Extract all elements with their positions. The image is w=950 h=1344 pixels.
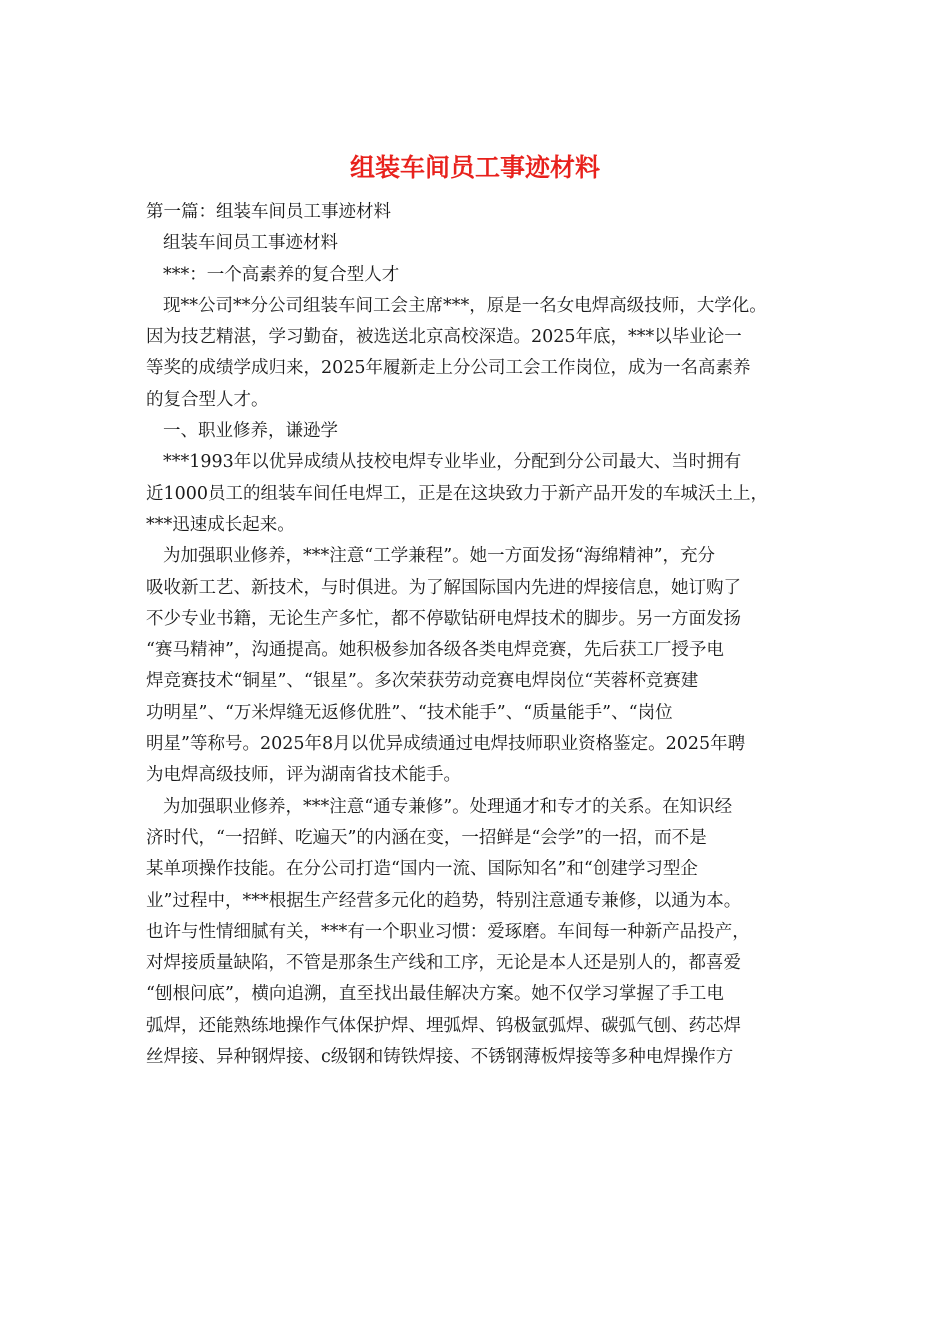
text-line: 组装车间员工事迹材料: [163, 233, 338, 254]
text-line: 为电焊高级技师，评为湖南省技术能手。: [146, 765, 461, 786]
text-line: 为加强职业修养，***注意“通专兼修”。处理通才和专才的关系。在知识经: [163, 796, 733, 817]
text-line: 明星”等称号。2025年8月以优异成绩通过电焊技师职业资格鉴定。2025年聘: [146, 734, 746, 755]
text-line: 丝焊接、异种钢焊接、c级钢和铸铁焊接、不锈钢薄板焊接等多种电焊操作方: [146, 1047, 734, 1068]
text-line: 现**公司**分公司组装车间工会主席***，原是一名女电焊高级技师，大学化。: [163, 295, 767, 316]
text-line: 业”过程中，***根据生产经营多元化的趋势，特别注意通专兼修，以通为本。: [146, 890, 742, 911]
text-line: 等奖的成绩学成归来，2025年履新走上分公司工会工作岗位，成为一名高素养: [146, 358, 751, 379]
document-title: 组装车间员工事迹材料: [349, 153, 600, 182]
text-line: 吸收新工艺、新技术，与时俱进。为了解国际国内先进的焊接信息，她订购了: [146, 577, 741, 598]
text-line: “刨根问底”，横向追溯，直至找出最佳解决方案。她不仅学习掌握了手工电: [146, 984, 724, 1005]
text-line: 对焊接质量缺陷，不管是那条生产线和工序，无论是本人还是别人的，都喜爱: [146, 953, 741, 974]
text-line: ***迅速成长起来。: [146, 514, 295, 535]
text-line: 也许与性情细腻有关，***有一个职业习惯：爱琢磨。车间每一种新产品投产，: [146, 921, 750, 942]
text-line: 第一篇：组装车间员工事迹材料: [146, 202, 391, 222]
text-line: 因为技艺精湛，学习勤奋，被选送北京高校深造。2025年底，***以毕业论一: [146, 327, 742, 348]
text-line: ***：一个高素养的复合型人才: [163, 264, 400, 285]
text-line: 的复合型人才。: [146, 389, 269, 410]
document-body: [146, 197, 826, 1073]
text-line: 近1000员工的组装车间任电焊工，正是在这块致力于新产品开发的车城沃土上，: [146, 483, 769, 504]
text-line: 济时代，“一招鲜、吃遍天”的内涵在变，一招鲜是“会学”的一招，而不是: [146, 827, 707, 848]
text-line: 某单项操作技能。在分公司打造“国内一流、国际知名”和“创建学习型企: [146, 859, 698, 880]
text-line: “赛马精神”，沟通提高。她积极参加各级各类电焊竞赛，先后获工厂授予电: [146, 640, 724, 661]
text-line: 不少专业书籍，无论生产多忙，都不停歇钻研电焊技术的脚步。另一方面发扬: [146, 608, 741, 629]
text-line: 为加强职业修养，***注意“工学兼程”。她一方面发扬“海绵精神”，充分: [163, 546, 716, 567]
text-line: 一、职业修养，谦逊学: [163, 421, 338, 442]
text-line: 弧焊，还能熟练地操作气体保护焊、埋弧焊、钨极氩弧焊、碳弧气刨、药芯焊: [146, 1015, 741, 1036]
text-line: ***1993年以优异成绩从技校电焊专业毕业，分配到分公司最大、当时拥有: [163, 452, 742, 473]
text-line: 功明星”、“万米焊缝无返修优胜”、“技术能手”、“质量能手”、“岗位: [146, 702, 673, 723]
text-line: 焊竞赛技术“铜星”、“银星”。多次荣获劳动竞赛电焊岗位“芙蓉杯竞赛建: [146, 671, 699, 692]
